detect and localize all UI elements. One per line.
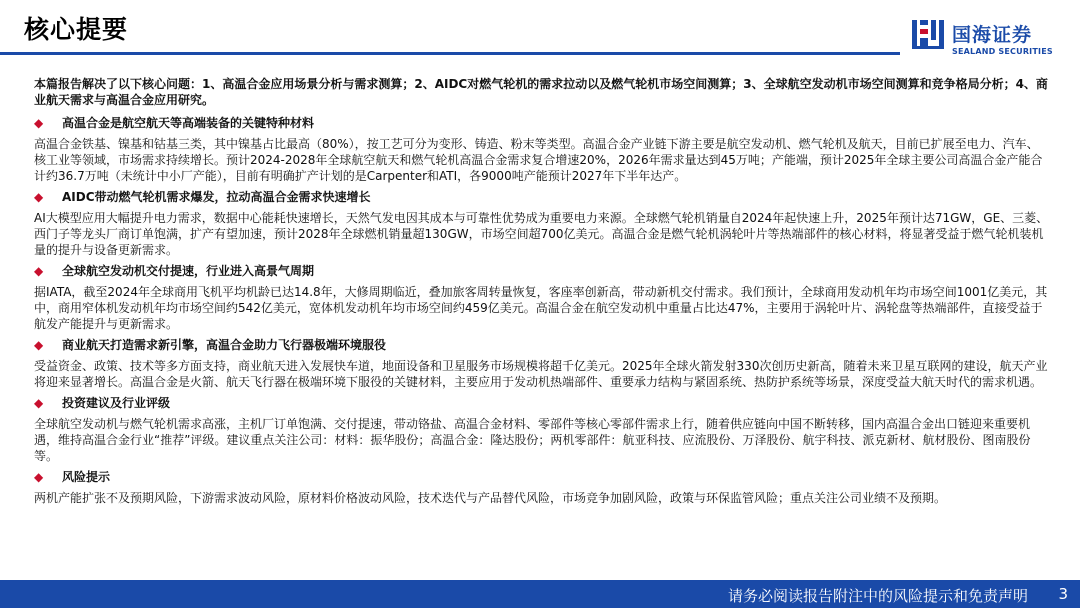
page-header (0, 0, 1080, 58)
section-aero-engine (34, 260, 1050, 332)
section-risk-warning (34, 466, 1050, 506)
sealand-logo-icon (910, 16, 946, 52)
section-title: 投资建议及行业评级 (62, 396, 171, 410)
section-title: 风险提示 (62, 470, 111, 484)
section-heading (34, 466, 1050, 488)
section-heading (34, 392, 1050, 414)
section-title: AIDC带动燃气轮机需求爆发，拉动高温合金需求快速增长 (62, 190, 371, 204)
company-logo (910, 16, 1070, 58)
diamond-bullet-icon: ◆ (34, 190, 44, 204)
diamond-bullet-icon: ◆ (34, 470, 44, 484)
section-body: 全球航空发动机与燃气轮机需求高涨，主机厂订单饱满、交付提速，带动铬盐、高温合金材料、零部件等核心零部件需求上行，随着供应链向中国不断转移，国内高温合金出口链迎来重要机遇，维持高温合金行业“推荐”评级。建议重点关注公司：材料：振华股份；高温合金：隆达股份；两机零部件：航亚科技、应流股份、万泽股份、航宇科技、派克新材、航材股份、图南股份等。 (34, 417, 1031, 463)
diamond-bullet-icon: ◆ (34, 264, 44, 278)
diamond-bullet-icon: ◆ (34, 116, 44, 130)
intro-paragraph: 本篇报告解决了以下核心问题：1、高温合金应用场景分析与需求测算；2、AIDC对燃气轮机的需求拉动以及燃气轮机市场空间测算；3、全球航空发动机市场空间测算和竞争格局分析；4、商业航天需求与高温合金应用研究。 (34, 77, 1048, 107)
section-body: 高温合金铁基、镍基和钴基三类，其中镍基占比最高（80%），按工艺可分为变形、铸造、粉末等类型。高温合金产业链下游主要是航空发动机、燃气轮机及航天，目前已扩展至电力、汽车、核工业等领域，市场需求持续增长。预计2024-2028年全球航空航天和燃气轮机高温合金需求复合增速20%，2026年需求量达到45万吨；产能端，预计2025年全球主要公司高温合金产能合计约36.7万吨（未统计中小厂产能），目前有明确扩产计划的是Carpenter和ATI，各9000吨产能预计2027年下半年达产。 (34, 137, 1043, 183)
footer-disclaimer: 请务必阅读报告附注中的风险提示和免责声明 (727, 587, 1028, 605)
section-heading (34, 112, 1050, 134)
section-body: AI大模型应用大幅提升电力需求，数据中心能耗快速增长，天然气发电因其成本与可靠性优势成为重要电力来源。全球燃气轮机销量自2024年起快速上升，2025年预计达71GW，GE、三菱、西门子等龙头厂商订单饱满，扩产有望加速，预计2028年全球燃机销量超130GW，市场空间超700亿美元。高温合金是燃气轮机涡轮叶片等热端部件的核心材料，将显著受益于燃气轮机装机量的提升与设备更新需求。 (34, 211, 1049, 257)
page-number: 3 (1058, 585, 1068, 603)
diamond-bullet-icon: ◆ (34, 338, 44, 352)
section-investment-advice (34, 392, 1050, 464)
page-title: 核心提要 (24, 15, 129, 44)
section-commercial-space (34, 334, 1050, 390)
diamond-bullet-icon: ◆ (34, 396, 44, 410)
logo-english-name: SEALAND SECURITIES (952, 47, 1053, 56)
section-heading (34, 260, 1050, 282)
section-heading (34, 334, 1050, 356)
section-aidc-gas-turbine (34, 186, 1050, 258)
section-body: 受益资金、政策、技术等多方面支持，商业航天进入发展快车道，地面设备和卫星服务市场规模将超千亿美元。2025年全球火箭发射330次创历史新高，随着未来卫星互联网的建设，航天产业将迎来显著增长。高温合金是火箭、航天飞行器在极端环境下服役的关键材料，主要应用于发动机热端部件、重要承力结构与紧固系统、热防护系统等场景，深度受益大航天时代的需求机遇。 (34, 359, 1048, 389)
page-footer (0, 580, 1080, 608)
section-title: 全球航空发动机交付提速，行业进入高景气周期 (62, 264, 315, 278)
summary-content (34, 76, 1050, 508)
section-body: 两机产能扩张不及预期风险，下游需求波动风险，原材料价格波动风险，技术迭代与产品替代风险，市场竞争加剧风险，政策与环保监管风险；重点关注公司业绩不及预期。 (34, 491, 947, 505)
section-title: 高温合金是航空航天等高端装备的关键特种材料 (62, 116, 315, 130)
section-body: 据IATA，截至2024年全球商用飞机平均机龄已达14.8年，大修周期临近，叠加旅客周转量恢复，客座率创新高，带动新机交付需求。我们预计，全球商用发动机年均市场空间1001亿美元，其中，商用窄体机发动机年均市场空间约542亿美元，宽体机发动机年均市场空间约459亿美元。高温合金在航空发动机中重量占比达47%，主要用于涡轮叶片、涡轮盘等热端部件，直接受益于航发产能提升与更新需求。 (34, 285, 1048, 331)
section-superalloy (34, 112, 1050, 184)
section-title: 商业航天打造需求新引擎，高温合金助力飞行器极端环境服役 (62, 338, 387, 352)
section-heading (34, 186, 1050, 208)
title-underline (0, 52, 900, 55)
logo-chinese-name: 国海证券 (952, 24, 1033, 46)
